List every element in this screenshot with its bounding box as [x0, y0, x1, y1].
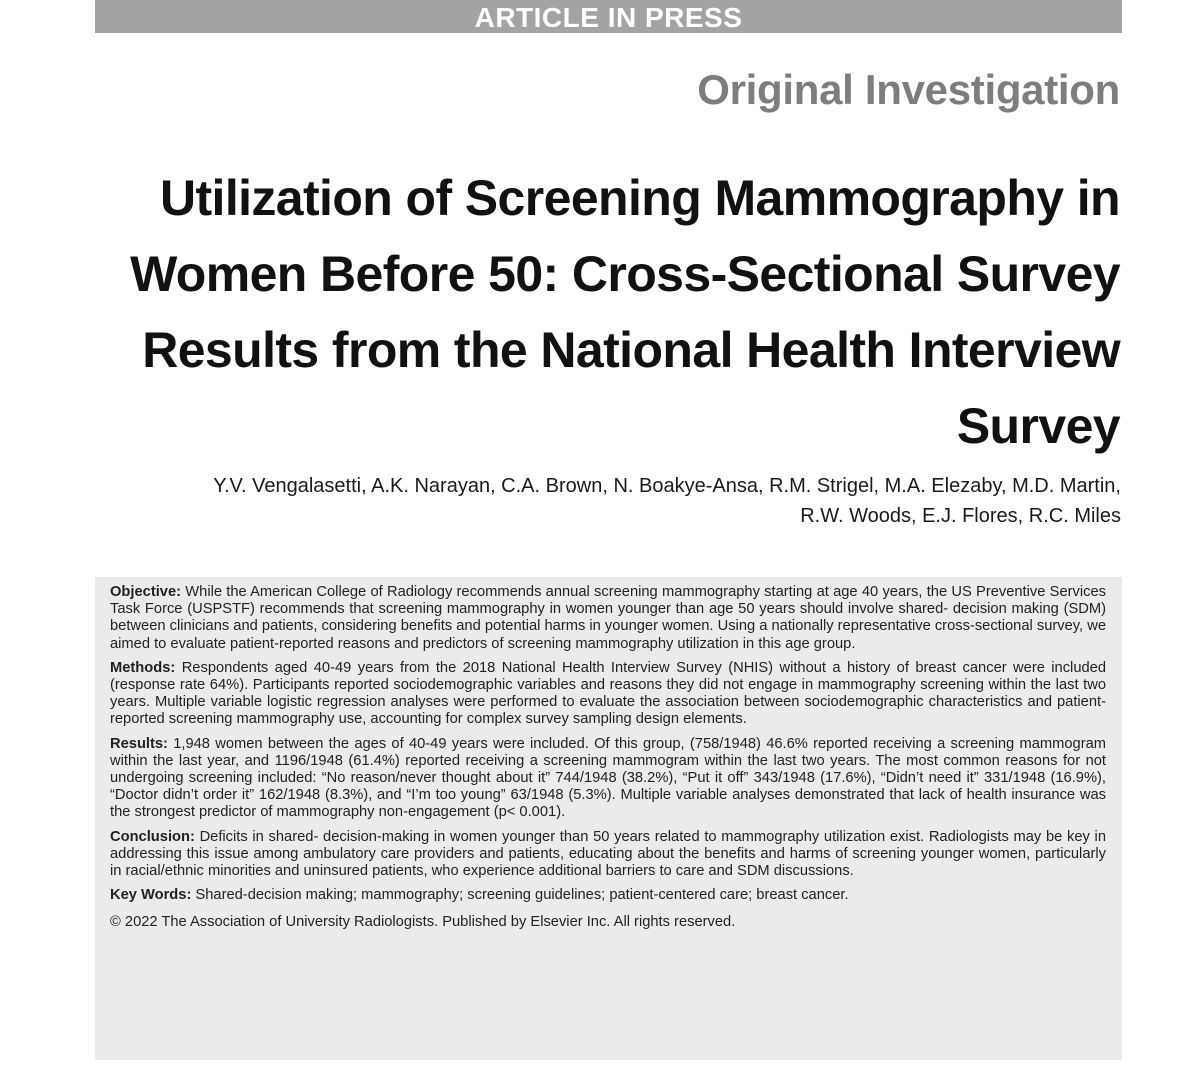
conclusion-text: Deficits in shared- decision-making in women younger than 50 years related to mammography utilization exist. Radiologists may be key in addressing this issue among ambulatory care providers and patients, educating about the benefits and harms of screening younger women, particularly in racial/ethnic minorities and uninsured patients, who experience additional barriers to care and SDM discussions.: [110, 828, 1106, 880]
abstract-methods: [110, 660, 1106, 729]
methods-text: Respondents aged 40-49 years from the 2018 National Health Interview Survey (NHIS) without a history of breast cancer were included (response rate 64%). Participants reported sociodemographic variables and reasons they did not engage in mammography screening within the last two years. Multiple variable logistic regression analyses were performed to evaluate the association between sociodemographic characteristics and patient-reported screening mammography use, accounting for complex survey sampling design elements.: [110, 659, 1106, 728]
results-label: Results:: [110, 735, 168, 752]
keywords-label: Key Words:: [110, 887, 192, 904]
section-heading: Original Investigation: [697, 66, 1120, 113]
results-text: 1,948 women between the ages of 40-49 years were included. Of this group, (758/1948) 46.6% reported receiving a screening mammogram within the last year, and 1196/1948 (61.4%) reported receiving a screening mammogram within the last two years. The most common reasons for not undergoing screening included: “No reason/never thought about it” 744/1948 (38.2%), “Put it off” 343/1948 (17.6%), “Didn’t need it” 331/1948 (16.9%), “Doctor didn’t order it” 162/1948 (8.3%), and “I’m too young” 63/1948 (5.3%). Multiple variable analyses demonstrated that lack of health insurance was the strongest predictor of mammography non-engagement (p< 0.001).: [110, 735, 1106, 821]
copyright-notice: © 2022 The Association of University Radiologists. Published by Elsevier Inc. All rights reserved.: [110, 914, 736, 931]
abstract-box: [95, 577, 1122, 1060]
abstract-results: [110, 736, 1106, 822]
objective-label: Objective:: [110, 584, 182, 600]
conclusion-label: Conclusion:: [110, 828, 195, 845]
author-line-1: Y.V. Vengalasetti, A.K. Narayan, C.A. Brown, N. Boakye-Ansa, R.M. Strigel, M.A. Elezaby, M.D. Martin,: [213, 475, 1121, 497]
article-title: Utilization of Screening Mammography in Women Before 50: Cross-Sectional Survey Results from the National Health Interview Survey: [130, 170, 1120, 454]
article-in-press-banner: ARTICLE IN PRESS: [95, 0, 1122, 33]
abstract-keywords: [110, 887, 1106, 904]
methods-label: Methods:: [110, 659, 176, 676]
author-line-2: R.W. Woods, E.J. Flores, R.C. Miles: [800, 505, 1121, 527]
author-list: [81, 471, 1121, 531]
abstract-conclusion: [110, 829, 1106, 881]
abstract-objective: [110, 584, 1106, 653]
keywords-text: Shared-decision making; mammography; screening guidelines; patient-centered care; breast cancer.: [195, 887, 849, 904]
objective-text: While the American College of Radiology recommends annual screening mammography starting at age 40 years, the US Preventive Services Task Force (USPSTF) recommends that screening mammography in women younger than age 50 years should involve shared- decision making (SDM) between clinicians and patients, considering benefits and potential harms in younger women. Using a nationally representative cross-sectional survey, we aimed to evaluate patient-reported reasons and predictors of screening mammography utilization in this age group.: [110, 584, 1106, 652]
